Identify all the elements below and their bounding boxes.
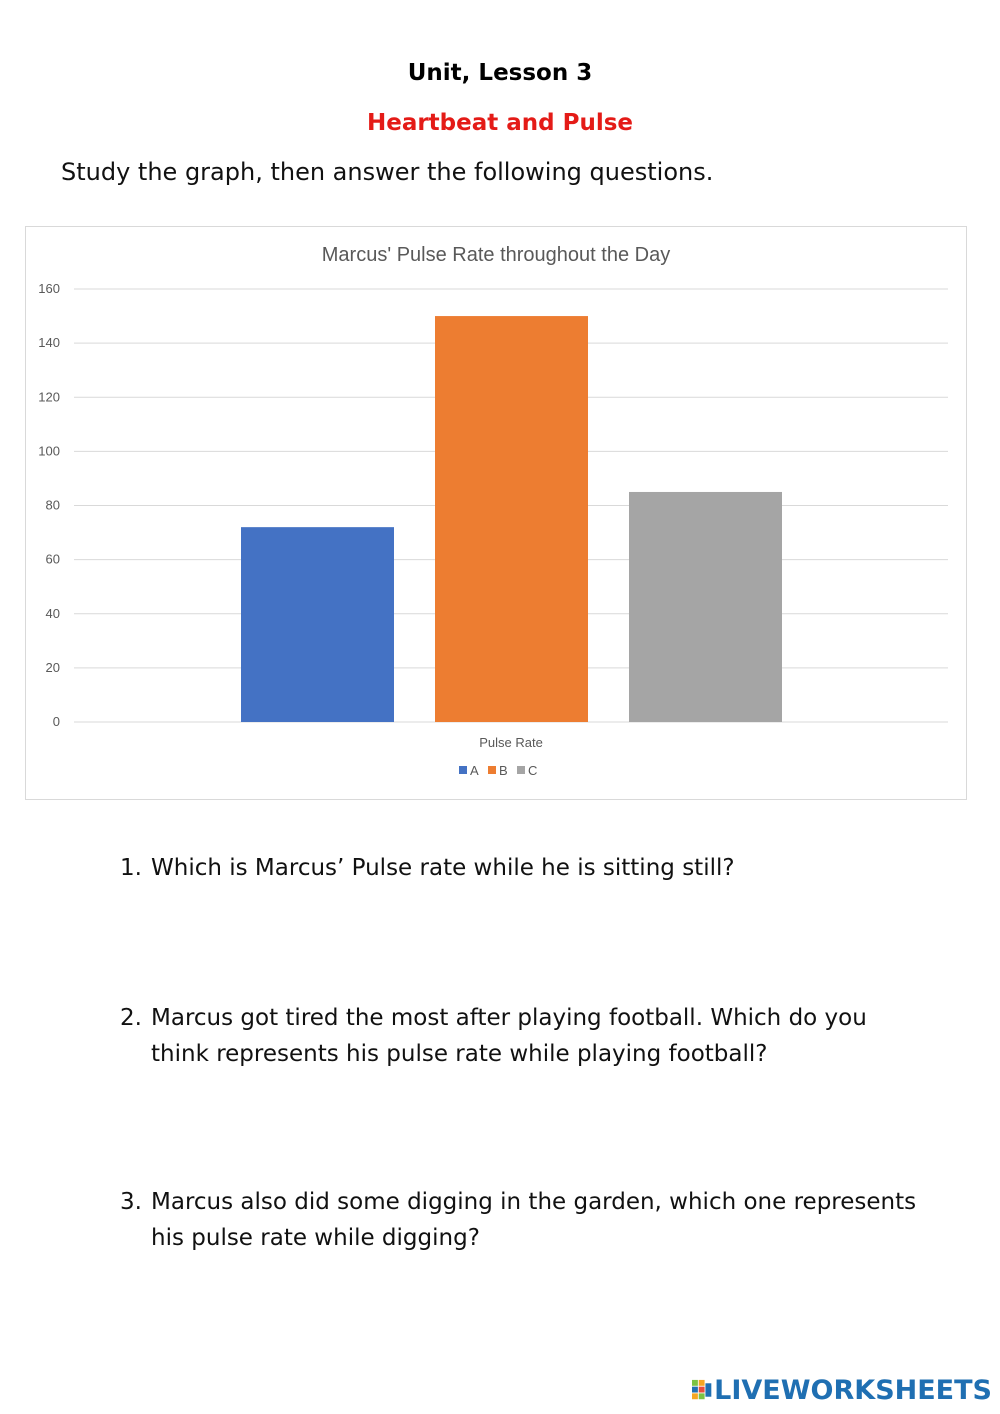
y-tick-label: 160 <box>38 281 60 296</box>
question-2 <box>120 1000 950 1072</box>
unit-title: Unit, Lesson 3 <box>407 60 593 86</box>
legend-swatch-a <box>459 766 467 774</box>
y-tick-label: 100 <box>38 443 60 459</box>
liveworksheets-brand[interactable] <box>692 1372 992 1408</box>
legend-label-b: B <box>499 763 508 778</box>
question-3 <box>120 1184 950 1256</box>
lesson-title: Heartbeat and Pulse <box>366 110 634 136</box>
bar-c <box>629 492 782 722</box>
bar-a <box>241 527 394 722</box>
legend-swatch-b <box>488 766 496 774</box>
y-tick-label: 40 <box>45 605 60 621</box>
x-category-label: Pulse Rate <box>479 735 543 750</box>
question-text <box>151 850 950 886</box>
question-number: 1. <box>120 855 142 881</box>
question-line: Which is Marcus’ Pulse rate while he is sitting still? <box>151 855 735 881</box>
question-text <box>151 1184 950 1256</box>
question-number: 2. <box>120 1005 142 1031</box>
question-line: Marcus also did some digging in the garden, which one represents <box>151 1189 917 1215</box>
y-tick-label: 140 <box>38 335 60 351</box>
legend-label-c: C <box>528 763 538 778</box>
y-tick-label: 60 <box>45 551 60 567</box>
legend-label-a: A <box>470 763 479 778</box>
question-1 <box>120 850 950 886</box>
instruction-text: Study the graph, then answer the following questions. <box>61 158 714 186</box>
chart-legend <box>459 763 537 778</box>
liveworksheets-logo-icon <box>692 1378 712 1402</box>
question-line: Marcus got tired the most after playing football. Which do you <box>151 1005 867 1031</box>
question-text <box>151 1000 950 1072</box>
brand-name: LIVEWORKSHEETS <box>714 1374 992 1406</box>
bar-b <box>435 316 588 722</box>
pulse-rate-chart <box>25 226 967 800</box>
y-tick-label: 0 <box>52 714 60 729</box>
chart-svg <box>26 227 966 799</box>
y-tick-label: 120 <box>38 389 60 405</box>
chart-title: Marcus' Pulse Rate throughout the Day <box>321 244 671 266</box>
question-number: 3. <box>120 1189 142 1215</box>
y-tick-label: 80 <box>45 497 60 513</box>
legend-swatch-c <box>517 766 525 774</box>
question-line: his pulse rate while digging? <box>151 1225 480 1251</box>
chart-bars <box>241 316 782 722</box>
y-tick-label: 20 <box>45 659 60 675</box>
question-line: think represents his pulse rate while playing football? <box>151 1041 768 1067</box>
